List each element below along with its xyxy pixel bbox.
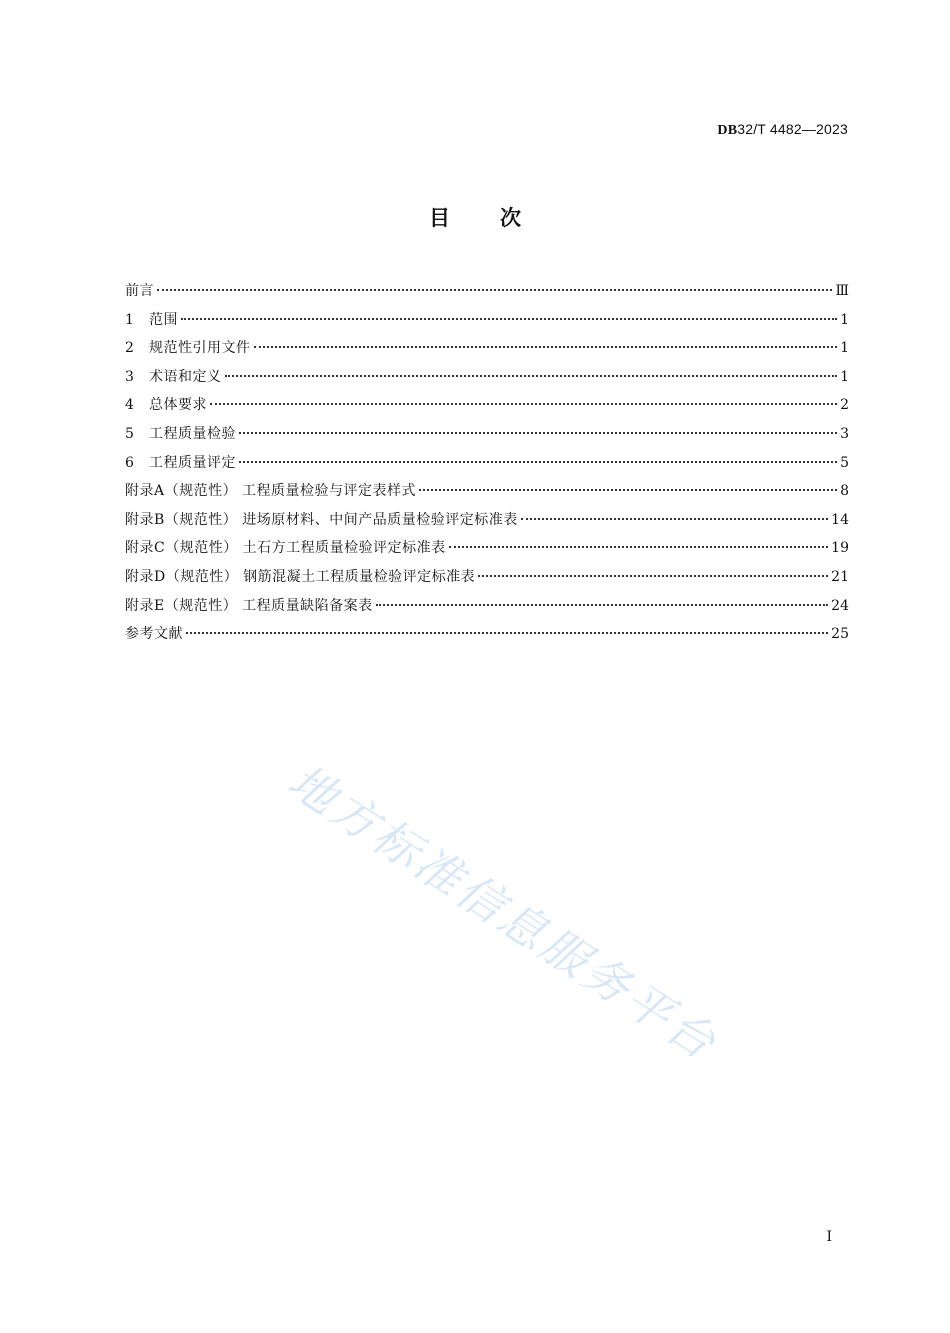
toc-entry-label: 附录D（规范性） 钢筋混凝土工程质量检验评定标准表: [125, 568, 476, 585]
toc-entry-number: 1: [125, 311, 134, 328]
toc-entry-number: 6: [125, 454, 134, 471]
toc-entry-label: 前言: [125, 283, 154, 299]
toc-entry-page: 2: [840, 397, 849, 414]
toc-entry-scope[interactable]: [125, 309, 849, 338]
toc-entry-appendix-d[interactable]: [125, 566, 849, 595]
toc-title: 目次: [429, 206, 571, 230]
toc-entry-page: 25: [831, 626, 849, 643]
toc-entry-label: 规范性引用文件: [149, 340, 251, 357]
dot-leader: [478, 575, 828, 577]
toc-entry-page: 8: [840, 483, 849, 500]
dot-leader: [376, 604, 829, 606]
toc-entry-number: 2: [125, 340, 134, 357]
toc-entry-page: 1: [840, 368, 849, 385]
dot-leader: [157, 289, 832, 291]
dot-leader: [181, 318, 837, 320]
page-number: I: [826, 1229, 832, 1245]
dot-leader: [239, 432, 837, 434]
toc-entry-number: 5: [125, 425, 134, 442]
dot-leader: [449, 546, 829, 548]
toc-entry-number: 4: [125, 397, 134, 414]
toc-entry-appendix-c[interactable]: [125, 537, 849, 566]
toc-entry-label: 参考文献: [125, 626, 183, 643]
toc-entry-page: Ⅲ: [835, 283, 849, 299]
toc-entry-page: 1: [840, 340, 849, 357]
toc-entry-label: 工程质量检验: [149, 425, 236, 442]
toc-entry-label: 范围: [149, 311, 178, 328]
toc-entry-page: 14: [831, 511, 849, 528]
toc-entry-number: 3: [125, 368, 134, 385]
table-of-contents: [125, 280, 849, 652]
toc-entry-appendix-e[interactable]: [125, 595, 849, 624]
dot-leader: [225, 375, 838, 377]
dot-leader: [186, 632, 828, 634]
standard-code: 32/T 4482—2023: [737, 121, 848, 137]
toc-entry-label: 附录A（规范性） 工程质量检验与评定表样式: [125, 483, 417, 500]
toc-entry-terms-definitions[interactable]: [125, 366, 849, 395]
toc-entry-label: 总体要求: [149, 397, 207, 414]
watermark-text: 地方标准信息服务平台: [278, 753, 728, 1072]
toc-entry-quality-inspection[interactable]: [125, 423, 849, 452]
toc-entry-bibliography[interactable]: [125, 623, 849, 652]
toc-entry-page: 19: [831, 540, 849, 557]
standard-prefix: DB: [717, 123, 738, 138]
toc-entry-page: 3: [840, 425, 849, 442]
toc-entry-page: 24: [831, 597, 849, 614]
toc-entry-normative-references[interactable]: [125, 337, 849, 366]
standard-number: [717, 121, 848, 139]
toc-entry-label: 附录C（规范性） 土石方工程质量检验评定标准表: [125, 540, 446, 557]
toc-entry-page: 1: [840, 311, 849, 328]
dot-leader: [254, 346, 838, 348]
toc-entry-appendix-a[interactable]: [125, 480, 849, 509]
toc-entry-quality-assessment[interactable]: [125, 452, 849, 481]
toc-entry-foreword[interactable]: [125, 280, 849, 309]
toc-entry-label: 附录E（规范性） 工程质量缺陷备案表: [125, 597, 373, 614]
toc-entry-label: 附录B（规范性） 进场原材料、中间产品质量检验评定标准表: [125, 511, 518, 528]
dot-leader: [419, 489, 837, 491]
toc-entry-label: 术语和定义: [149, 368, 222, 385]
toc-entry-page: 5: [840, 454, 849, 471]
dot-leader: [239, 461, 837, 463]
dot-leader: [210, 403, 837, 405]
toc-entry-appendix-b[interactable]: [125, 509, 849, 538]
dot-leader: [521, 518, 828, 520]
toc-entry-label: 工程质量评定: [149, 454, 236, 471]
toc-entry-general-requirements[interactable]: [125, 394, 849, 423]
toc-entry-page: 21: [831, 568, 849, 585]
